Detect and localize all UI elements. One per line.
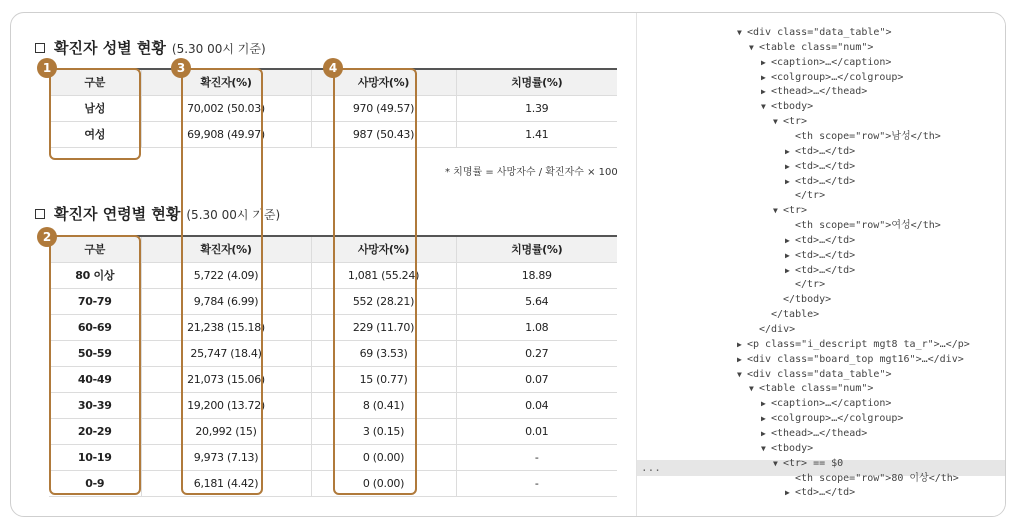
dom-node-text: </tr>	[795, 190, 826, 202]
square-bullet-icon	[35, 209, 45, 219]
collapsed-arrow-icon[interactable]: ▶	[737, 354, 742, 364]
expanded-arrow-icon[interactable]: ▼	[737, 369, 742, 379]
dom-node-text: <table class="num">	[759, 41, 874, 53]
collapsed-arrow-icon[interactable]: ▶	[761, 399, 766, 409]
gender-section-title	[35, 37, 266, 58]
expanded-arrow-icon[interactable]: ▼	[773, 458, 778, 468]
cell-rate: 0.27	[456, 340, 617, 366]
dom-node-text: <td>…</td>	[795, 487, 856, 499]
cell-rate: -	[456, 470, 617, 496]
column-header: 사망자(%)	[311, 236, 456, 262]
dom-node-text: <tbody>	[771, 442, 814, 454]
dom-tree-line[interactable]	[785, 248, 855, 263]
collapsed-arrow-icon[interactable]: ▶	[785, 250, 790, 260]
table-row	[49, 418, 617, 444]
dom-tree-line[interactable]	[785, 129, 941, 144]
expanded-arrow-icon[interactable]: ▼	[749, 384, 754, 394]
dom-node-text: </tr>	[795, 279, 826, 291]
table-header-row	[49, 236, 617, 262]
dom-node-text: <div class="board_top mgt16">…</div>	[747, 353, 964, 365]
dom-node-text: <td>…</td>	[795, 264, 856, 276]
table-row	[49, 444, 617, 470]
dom-tree-line[interactable]	[785, 277, 825, 292]
age-section-title	[35, 203, 280, 224]
dom-node-text: <thead>…</thead>	[771, 86, 868, 98]
expanded-arrow-icon[interactable]: ▼	[761, 443, 766, 453]
dom-tree-line[interactable]	[749, 381, 873, 396]
table-row	[49, 340, 617, 366]
dom-tree-line[interactable]	[773, 114, 807, 129]
badge-1: 1	[37, 58, 57, 78]
dom-node-text: <div class="data_table">	[747, 368, 892, 380]
cell-rate: 18.89	[456, 262, 617, 288]
dom-node-text: <tr> == $0	[783, 457, 844, 469]
row-label: 10-19	[49, 444, 141, 470]
dom-tree-line[interactable]	[785, 471, 959, 486]
expanded-arrow-icon[interactable]: ▼	[773, 206, 778, 216]
age-title-text: 확진자 연령별 현황	[54, 205, 181, 223]
dom-node-text: <table class="num">	[759, 383, 874, 395]
collapsed-arrow-icon[interactable]: ▶	[761, 72, 766, 82]
cell-cases: 9,973 (7.13)	[141, 444, 311, 470]
row-label: 남성	[49, 95, 141, 121]
dom-tree-line[interactable]	[785, 144, 855, 159]
dom-node-text: <caption>…</caption>	[771, 56, 892, 68]
dom-node-text: <tbody>	[771, 101, 814, 113]
expanded-arrow-icon[interactable]: ▼	[773, 117, 778, 127]
more-options-ellipsis[interactable]: ...	[641, 461, 661, 474]
cell-deaths: 229 (11.70)	[311, 314, 456, 340]
cell-rate: 1.41	[456, 121, 617, 147]
row-label: 60-69	[49, 314, 141, 340]
cell-rate: 1.08	[456, 314, 617, 340]
table-row	[49, 95, 617, 121]
dom-tree-line[interactable]	[773, 203, 807, 218]
dom-node-text: <colgroup>…</colgroup>	[771, 71, 904, 83]
gender-title-text: 확진자 성별 현황	[54, 39, 166, 57]
table-row	[49, 288, 617, 314]
dom-tree-line[interactable]	[761, 307, 819, 322]
dom-node-text: <td>…</td>	[795, 234, 856, 246]
fatality-note: * 치명률 = 사망자수 / 확진자수 × 100	[445, 167, 618, 178]
cell-rate: -	[456, 444, 617, 470]
dom-tree-line[interactable]	[761, 84, 867, 99]
row-label: 80 이상	[49, 262, 141, 288]
devtools-elements-panel	[636, 13, 1006, 516]
cell-deaths: 1,081 (55.24)	[311, 262, 456, 288]
collapsed-arrow-icon[interactable]: ▶	[785, 488, 790, 498]
cell-cases: 70,002 (50.03)	[141, 95, 311, 121]
dom-node-text: <td>…</td>	[795, 160, 856, 172]
cell-cases: 21,073 (15.06)	[141, 366, 311, 392]
cell-deaths: 8 (0.41)	[311, 392, 456, 418]
gender-table	[49, 68, 617, 148]
row-label: 20-29	[49, 418, 141, 444]
dom-tree-line[interactable]	[785, 218, 941, 233]
dom-node-text: <thead>…</thead>	[771, 427, 868, 439]
cell-deaths: 3 (0.15)	[311, 418, 456, 444]
dom-node-text: <th scope="row">여성</th>	[795, 220, 941, 232]
row-label: 0-9	[49, 470, 141, 496]
dom-tree-line[interactable]	[773, 456, 843, 471]
dom-node-text: </table>	[771, 309, 820, 321]
dom-tree-line[interactable]	[761, 396, 891, 411]
dom-tree-line[interactable]	[737, 25, 892, 40]
row-label: 40-49	[49, 366, 141, 392]
cell-deaths: 69 (3.53)	[311, 340, 456, 366]
collapsed-arrow-icon[interactable]: ▶	[761, 57, 766, 67]
cell-rate: 0.04	[456, 392, 617, 418]
dom-node-text: </tbody>	[783, 294, 832, 306]
cell-deaths: 15 (0.77)	[311, 366, 456, 392]
column-header: 확진자(%)	[141, 236, 311, 262]
collapsed-arrow-icon[interactable]: ▶	[785, 146, 790, 156]
cell-cases: 5,722 (4.09)	[141, 262, 311, 288]
expanded-arrow-icon[interactable]: ▼	[761, 102, 766, 112]
badge-4: 4	[323, 58, 343, 78]
collapsed-arrow-icon[interactable]: ▶	[785, 235, 790, 245]
cell-rate: 1.39	[456, 95, 617, 121]
gender-title-sub: (5.30 00시 기준)	[171, 42, 266, 56]
row-label: 여성	[49, 121, 141, 147]
badge-2: 2	[37, 227, 57, 247]
column-header: 확진자(%)	[141, 69, 311, 95]
row-label: 70-79	[49, 288, 141, 314]
cell-deaths: 552 (28.21)	[311, 288, 456, 314]
column-header: 치명률(%)	[456, 69, 617, 95]
cell-cases: 25,747 (18.4)	[141, 340, 311, 366]
dom-node-text: <p class="i_descript mgt8 ta_r">…</p>	[747, 338, 970, 350]
column-header: 치명률(%)	[456, 236, 617, 262]
dom-node-text: <th scope="row">80 이상</th>	[795, 472, 959, 484]
dom-tree-line[interactable]	[761, 441, 813, 456]
dom-node-text: <colgroup>…</colgroup>	[771, 413, 904, 425]
dom-tree-line[interactable]	[773, 292, 831, 307]
collapsed-arrow-icon[interactable]: ▶	[785, 265, 790, 275]
dom-tree-line[interactable]	[785, 174, 855, 189]
dom-tree-line[interactable]	[785, 233, 855, 248]
dom-tree-line[interactable]	[761, 99, 813, 114]
cell-cases: 9,784 (6.99)	[141, 288, 311, 314]
dom-tree-line[interactable]	[737, 337, 970, 352]
collapsed-arrow-icon[interactable]: ▶	[761, 428, 766, 438]
dom-tree-line[interactable]	[761, 70, 903, 85]
dom-tree-line[interactable]	[785, 485, 855, 500]
screenshot-frame	[10, 12, 1006, 517]
dom-node-text: <div class="data_table">	[747, 27, 892, 38]
badge-3: 3	[171, 58, 191, 78]
dom-tree-line[interactable]	[749, 322, 795, 337]
dom-node-text: <caption>…</caption>	[771, 398, 892, 410]
cell-deaths: 970 (49.57)	[311, 95, 456, 121]
collapsed-arrow-icon[interactable]: ▶	[785, 161, 790, 171]
stats-panel	[11, 13, 626, 516]
table-row	[49, 392, 617, 418]
cell-rate: 0.01	[456, 418, 617, 444]
row-label: 50-59	[49, 340, 141, 366]
cell-cases: 19,200 (13.72)	[141, 392, 311, 418]
dom-tree-line[interactable]	[761, 426, 867, 441]
collapsed-arrow-icon[interactable]: ▶	[761, 414, 766, 424]
cell-deaths: 987 (50.43)	[311, 121, 456, 147]
cell-rate: 5.64	[456, 288, 617, 314]
column-header: 사망자(%)	[311, 69, 456, 95]
dom-tree-line[interactable]	[749, 40, 873, 55]
cell-cases: 20,992 (15)	[141, 418, 311, 444]
column-header: 구분	[49, 236, 141, 262]
expanded-arrow-icon[interactable]: ▼	[749, 42, 754, 52]
table-row	[49, 262, 617, 288]
cell-deaths: 0 (0.00)	[311, 444, 456, 470]
collapsed-arrow-icon[interactable]: ▶	[761, 87, 766, 97]
dom-node-text: <td>…</td>	[795, 249, 856, 261]
table-row	[49, 314, 617, 340]
dom-node-text: </div>	[759, 324, 796, 335]
dom-node-text: <tr>	[783, 205, 808, 217]
column-header: 구분	[49, 69, 141, 95]
dom-tree-line[interactable]	[785, 263, 855, 278]
dom-node-text: <td>…</td>	[795, 145, 856, 157]
age-title-sub: (5.30 00시 기준)	[186, 208, 281, 222]
dom-node-text: <th scope="row">남성</th>	[795, 130, 941, 142]
cell-cases: 6,181 (4.42)	[141, 470, 311, 496]
row-label: 30-39	[49, 392, 141, 418]
table-row	[49, 366, 617, 392]
cell-rate: 0.07	[456, 366, 617, 392]
dom-node-text: <td>…</td>	[795, 175, 856, 187]
expanded-arrow-icon[interactable]: ▼	[737, 28, 742, 37]
table-row	[49, 121, 617, 147]
collapsed-arrow-icon[interactable]: ▶	[737, 339, 742, 349]
age-table	[49, 235, 617, 497]
table-row	[49, 470, 617, 496]
dom-tree-line[interactable]	[737, 367, 892, 382]
collapsed-arrow-icon[interactable]: ▶	[785, 176, 790, 186]
dom-tree-line[interactable]	[761, 55, 891, 70]
square-bullet-icon	[35, 43, 45, 53]
dom-node-text: <tr>	[783, 116, 808, 128]
dom-tree-line[interactable]	[785, 159, 855, 174]
cell-deaths: 0 (0.00)	[311, 470, 456, 496]
dom-tree-line[interactable]	[737, 352, 964, 367]
dom-tree-line[interactable]	[761, 411, 903, 426]
cell-cases: 21,238 (15.18)	[141, 314, 311, 340]
cell-cases: 69,908 (49.97)	[141, 121, 311, 147]
dom-tree-line[interactable]	[785, 188, 825, 203]
